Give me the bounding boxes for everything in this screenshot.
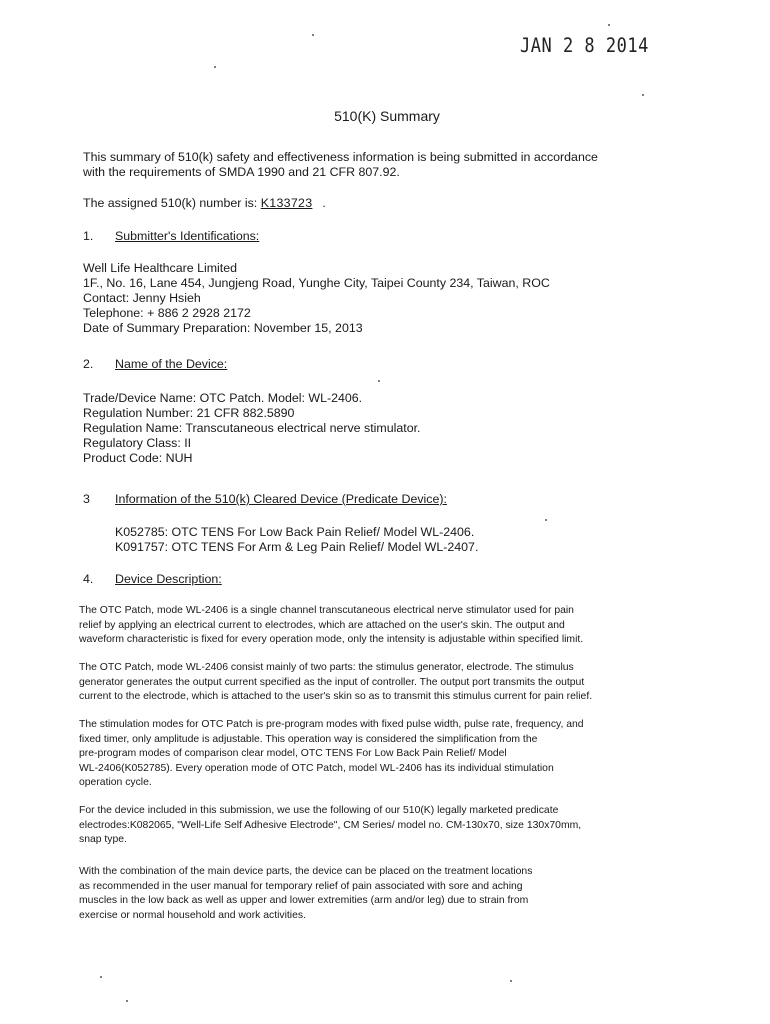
paragraph-line: relief by applying an electrical current to electrodes, which are attached on the user's skin. The output and — [79, 619, 565, 631]
paragraph-line: WL-2406(K052785). Every operation mode of OTC Patch, model WL-2406 has its individual stimulation — [79, 762, 554, 774]
description-paragraph — [79, 718, 694, 791]
description-paragraph — [79, 804, 694, 848]
intro-line: This summary of 510(k) safety and effectiveness information is being submitted in accordance — [83, 150, 598, 164]
section-title: Submitter's Identifications: — [115, 229, 260, 243]
paragraph-line: The OTC Patch, mode WL-2406 consist mainly of two parts: the stimulus generator, electrode. The stimulus — [79, 662, 574, 673]
intro-paragraph — [83, 150, 683, 180]
scan-speck — [312, 34, 314, 36]
section-1-heading — [83, 229, 683, 244]
paragraph-line: muscles in the low back as well as upper and lower extremities (arm and/or leg) due to strain from — [79, 895, 529, 906]
scan-speck — [510, 980, 512, 982]
scan-speck — [100, 976, 102, 978]
predicate-line: K052785: OTC TENS For Low Back Pain Relief/ Model WL-2406. — [115, 525, 475, 539]
section-number: 2. — [83, 357, 94, 371]
paragraph-line: snap type. — [79, 834, 127, 845]
submitter-info — [83, 261, 683, 336]
date-stamp: JAN 2 8 2014 — [520, 34, 649, 58]
device-line: Regulation Number: 21 CFR 882.5890 — [83, 406, 295, 420]
section-3-heading — [83, 492, 683, 507]
paragraph-line: For the device included in this submission, we use the following of our 510(K) legally marketed predicate — [79, 805, 559, 816]
section-title: Name of the Device: — [115, 357, 228, 371]
document-title — [0, 108, 770, 124]
device-name-info — [83, 391, 683, 466]
paragraph-line: With the combination of the main device parts, the device can be placed on the treatment locations — [79, 866, 533, 877]
submitter-line: Contact: Jenny Hsieh — [83, 291, 201, 305]
section-4-heading — [83, 572, 683, 587]
paragraph-line: The stimulation modes for OTC Patch is pre-program modes with fixed pulse width, pulse rate, frequency, and — [79, 719, 584, 730]
paragraph-line: waveform characteristic is fixed for every operation mode, only the intensity is adjustable within specified limit. — [79, 634, 584, 645]
section-2-heading — [83, 357, 683, 372]
device-line: Product Code: NUH — [83, 451, 193, 465]
paragraph-line: exercise or normal household and work activities. — [79, 909, 306, 921]
submitter-line: Well Life Healthcare Limited — [83, 261, 238, 275]
predicate-line: K091757: OTC TENS For Arm & Leg Pain Relief/ Model WL-2407. — [115, 540, 479, 554]
scan-speck — [608, 24, 610, 26]
paragraph-line: generator generates the output current specified as the input of controller. The output port transmits the output — [79, 676, 585, 688]
description-paragraph — [79, 604, 694, 648]
section-number: 1. — [83, 229, 94, 243]
scan-speck — [126, 1000, 128, 1002]
title-text: 510(K) Summary — [334, 108, 440, 124]
device-line: Regulatory Class: II — [83, 436, 192, 450]
intro-line: with the requirements of SMDA 1990 and 21 CFR 807.92. — [83, 165, 400, 179]
paragraph-line: as recommended in the user manual for temporary relief of pain associated with sore and aching — [79, 880, 523, 892]
predicate-devices — [115, 525, 715, 555]
paragraph-line: operation cycle. — [79, 777, 152, 788]
device-line: Trade/Device Name: OTC Patch. Model: WL-2406. — [83, 391, 363, 405]
scan-speck — [378, 380, 380, 382]
paragraph-line: current to the electrode, which is attached to the user's skin so as to transmit this stimulus current for pain relief. — [79, 691, 593, 702]
section-number: 4. — [83, 572, 94, 586]
device-line: Regulation Name: Transcutaneous electrical nerve stimulator. — [83, 421, 421, 435]
description-paragraph — [79, 661, 694, 705]
section-title: Information of the 510(k) Cleared Device (Predicate Device): — [115, 492, 447, 506]
paragraph-line: The OTC Patch, mode WL-2406 is a single channel transcutaneous electrical nerve stimulator used for pain — [79, 605, 574, 616]
scan-speck — [214, 66, 216, 68]
assigned-number-line — [83, 196, 683, 211]
assigned-prefix: The assigned 510(k) number is: — [83, 196, 261, 210]
submitter-line: 1F., No. 16, Lane 454, Jungjeng Road, Yunghe City, Taipei County 234, Taiwan, ROC — [83, 276, 550, 290]
section-title: Device Description: — [115, 572, 222, 586]
assigned-510k-number: K133723 — [260, 196, 313, 210]
paragraph-line: fixed timer, only amplitude is adjustable. This operation way is considered the simplification from the — [79, 733, 538, 745]
scan-speck — [642, 94, 644, 96]
section-number: 3 — [83, 492, 90, 506]
paragraph-line: pre-program modes of comparison clear model, OTC TENS For Low Back Pain Relief/ Model — [79, 748, 507, 759]
scan-speck — [545, 519, 547, 521]
submitter-line: Date of Summary Preparation: November 15, 2013 — [83, 321, 363, 335]
paragraph-line: electrodes:K082065, "Well-Life Self Adhesive Electrode", CM Series/ model no. CM-130x70, size 130x70mm, — [79, 819, 582, 831]
submitter-line: Telephone: + 886 2 2928 2172 — [83, 306, 251, 320]
assigned-suffix: . — [322, 196, 326, 210]
description-paragraph — [79, 865, 694, 923]
